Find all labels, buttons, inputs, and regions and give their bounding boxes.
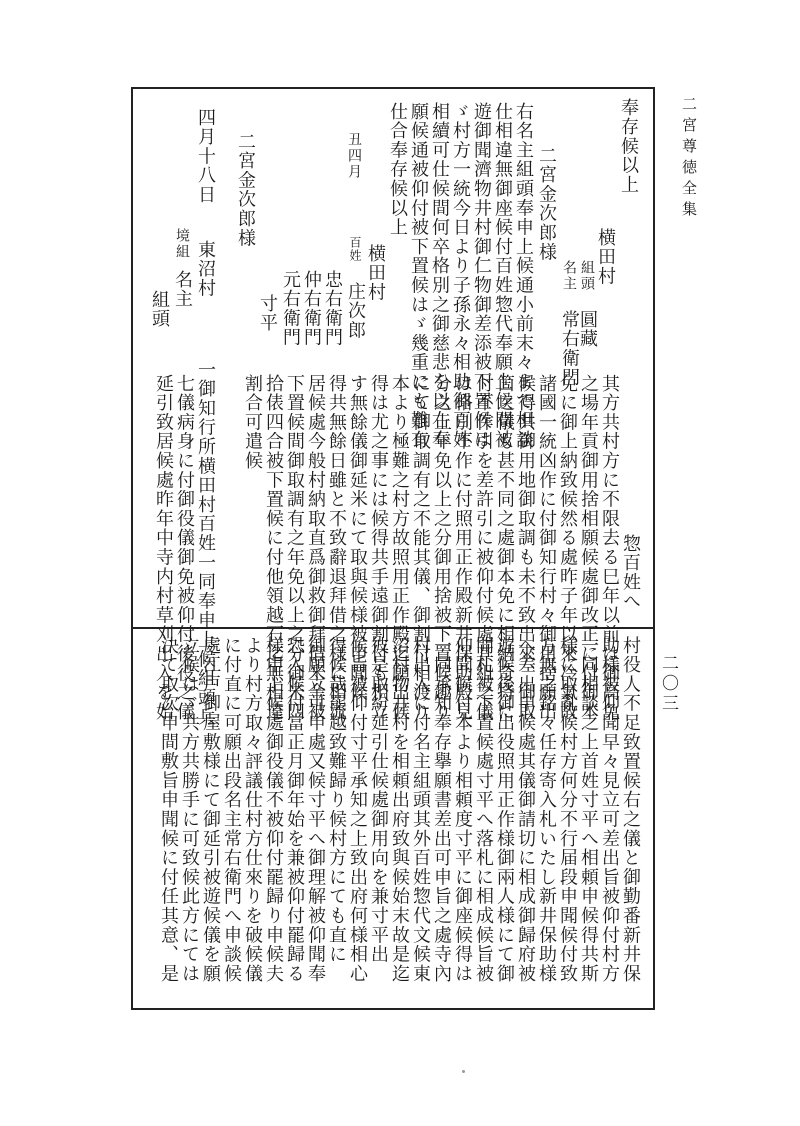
petition-line: 村役人不足致置候右之儀と御勤番新井保 <box>620 636 641 984</box>
petition-line: 一御知行所横田村百姓一同奉申上候組頭兵 <box>195 360 216 727</box>
signer-nanushi-2 <box>173 228 191 309</box>
petition-line: 沼村物井村を相頼出府致與候始末故是迄 <box>389 636 410 984</box>
notice-line: 其方共村方に不限去る巳年以前は御高免 <box>599 374 620 722</box>
addressee: 二宮金次郎様 <box>536 146 557 262</box>
signer-group: 境組 <box>174 228 190 260</box>
body-line: 遊御聞濟物井村御仁物御差添被下置候は <box>471 102 492 450</box>
notice-line: 得共無餘日雖と不致辭退拜借之様に相流 <box>326 374 347 722</box>
petition-line: 決て取次申間敷旨申聞候に付任其意、是 <box>158 636 179 984</box>
notice-line: 箇之儀も甚不同之處御本免に相納奇特に <box>494 374 515 722</box>
signer-role: 名主 <box>172 270 193 309</box>
date-label: 丑四月 <box>346 132 362 180</box>
notice-line: 之場年貢御用捨相願候處御改正に付御本 <box>578 374 599 722</box>
signer-nanushi <box>560 260 578 387</box>
petition-line: 様申上候處御役儀不被仰付罷歸り申候夫 <box>263 636 284 984</box>
signer-name: 忠右衛門 <box>322 270 343 348</box>
notice-line: 免に御上納致候然る處昨子年以來冷氣故 <box>557 374 578 722</box>
petition-line: 得候哉罷越致難歸り候村方にても直に <box>326 636 347 965</box>
closing-line: 奉存候以上 <box>618 98 639 195</box>
notice-line: 本より極難之村方故照用正作殿迄願出候 <box>389 374 410 722</box>
petition-line: 彼是取紛延引仕候處御用向を兼寸平出 <box>368 636 389 965</box>
notice-line: は格別不作に付照用正作殿新井保助殿見 <box>452 374 473 722</box>
body-line: 仕合奉存候以上 <box>387 102 408 238</box>
notice-line: 諸國一統凶作に付御知行村々御用捨願出 <box>536 374 557 722</box>
signer-role: 組頭 <box>149 290 170 329</box>
notice-line: 居候處今般村納取直爲御救御拜借米金被 <box>305 374 326 722</box>
notice-line: 得は尤之事には候得共手遠御割付も相立 <box>368 374 389 722</box>
petition-line: 助様被仰聞早々見立可差出旨被仰付村方 <box>599 636 620 984</box>
petition-line: 方無之銘々任存寄入札いたし新井保助様 <box>536 636 557 984</box>
signer-name: 寸平 <box>257 294 278 333</box>
notice-line: 分之上年免以上之分御用捨被下置候趣り <box>431 374 452 722</box>
signer-kumigashira-2 <box>150 290 168 329</box>
body-line: 右名主組頭奉申上候通小前末々まで相談 <box>513 102 534 450</box>
notice-heading: 惣百姓へ <box>620 534 641 612</box>
petition-line: 延引致居候處昨年中寺内村草刈出入を始 <box>153 374 174 722</box>
signer-name: 元右衛門 <box>280 270 301 348</box>
notice-line: にて御取調有之不能其儀、御割付相渡り <box>410 374 431 722</box>
addressee: 二宮金次郎様 <box>235 132 256 248</box>
signer-name: 仲右衛門 <box>301 270 322 348</box>
petition-line: 開札被下置候處寸平へ落札に相成候旨被 <box>473 636 494 984</box>
petition-line: 仰聞候付本より相頼度寸平に御座候得は <box>452 636 473 984</box>
page-number: 二〇三 <box>658 654 678 714</box>
petition-line: 恐入候付當正月御年始を兼被仰付罷歸る <box>284 636 305 984</box>
petition-line: より村方取々評議仕村方仕來りを破候儀 <box>242 636 263 984</box>
petition-line: 七儀病身に付御役儀御免被仰付後役之儀 <box>174 374 195 722</box>
notice-line: 候得共御用地御取調も未不致出來、御取 <box>515 374 536 722</box>
petition-line: 様に取亂候村方何分不行届段申聞候付致 <box>557 636 578 984</box>
village-label: 横田村 <box>365 244 386 302</box>
notice-line: 拾俵四合被下置候に付他領越石迄無相違 <box>263 374 284 722</box>
petition-line: に付直に可願出段名主常右衛門へ申談候 <box>221 636 242 984</box>
petition-line: 村出入に付名主組頭其外百姓惣代文候東 <box>410 636 431 984</box>
body-line: 相續可仕候間何卒格別之御慈悲を以右奉 <box>429 102 450 450</box>
petition-line: 候旨被仰付寸平承知之上致出府何様相心 <box>347 636 368 984</box>
signer-role: 組頭 <box>579 260 595 292</box>
petition-line: 處江戸御屋敷様にて御延引被遊候儀を願 <box>200 636 221 984</box>
body-line: 仕相違無御座候付百姓惣代奉願上候間被 <box>492 102 513 450</box>
date-label: 四月十八日 <box>195 108 216 205</box>
petition-line: 御願立可申處又候寸平へ御理解被仰聞奉 <box>305 636 326 984</box>
badge-label: 百姓 <box>348 236 362 262</box>
petition-line: へ差出申候處其儀御請切に相成御歸府被 <box>515 636 536 984</box>
notice-line: す無餘儀御延米にて取與候様被申聞候 <box>347 374 368 703</box>
petition-line: 遊候後御出役照用正作様御兩人様にて御 <box>494 636 515 984</box>
signer-kumigashira <box>578 260 596 349</box>
signer-village: 横田村 <box>595 228 616 286</box>
notice-line: 割合可遣候 <box>242 374 263 471</box>
notice-line: 付不作引を差許引に被仰付候處其組之儀 <box>473 374 494 722</box>
scan-speck <box>462 1070 465 1073</box>
signer-name: 圓藏 <box>577 310 598 349</box>
petition-line: 立候はゞ共方共勝手に可致候此方にては <box>179 636 200 984</box>
village-label: 東沼村 <box>195 240 216 298</box>
signer-name: 常右衛門 <box>559 310 580 388</box>
notice-line: 下置候間御取調有之年免以上之分御米四 <box>284 374 305 722</box>
petition-line: 一同承知奉存擧願書差出可申旨之處寺內 <box>431 636 452 984</box>
body-line: ゞ村方一統今日より子孫永々相助御百姓 <box>450 102 471 450</box>
signer-name: 庄次郎 <box>345 282 366 340</box>
petition-line: 一同相談之上首姓寸平へ相頼申候得共斯 <box>578 636 599 984</box>
body-line: 願候通被仰付被下置候はゞ幾重にも難有 <box>408 102 429 450</box>
signer-role: 名主 <box>561 260 577 292</box>
running-head: 二宮尊徳全集 <box>680 96 698 222</box>
